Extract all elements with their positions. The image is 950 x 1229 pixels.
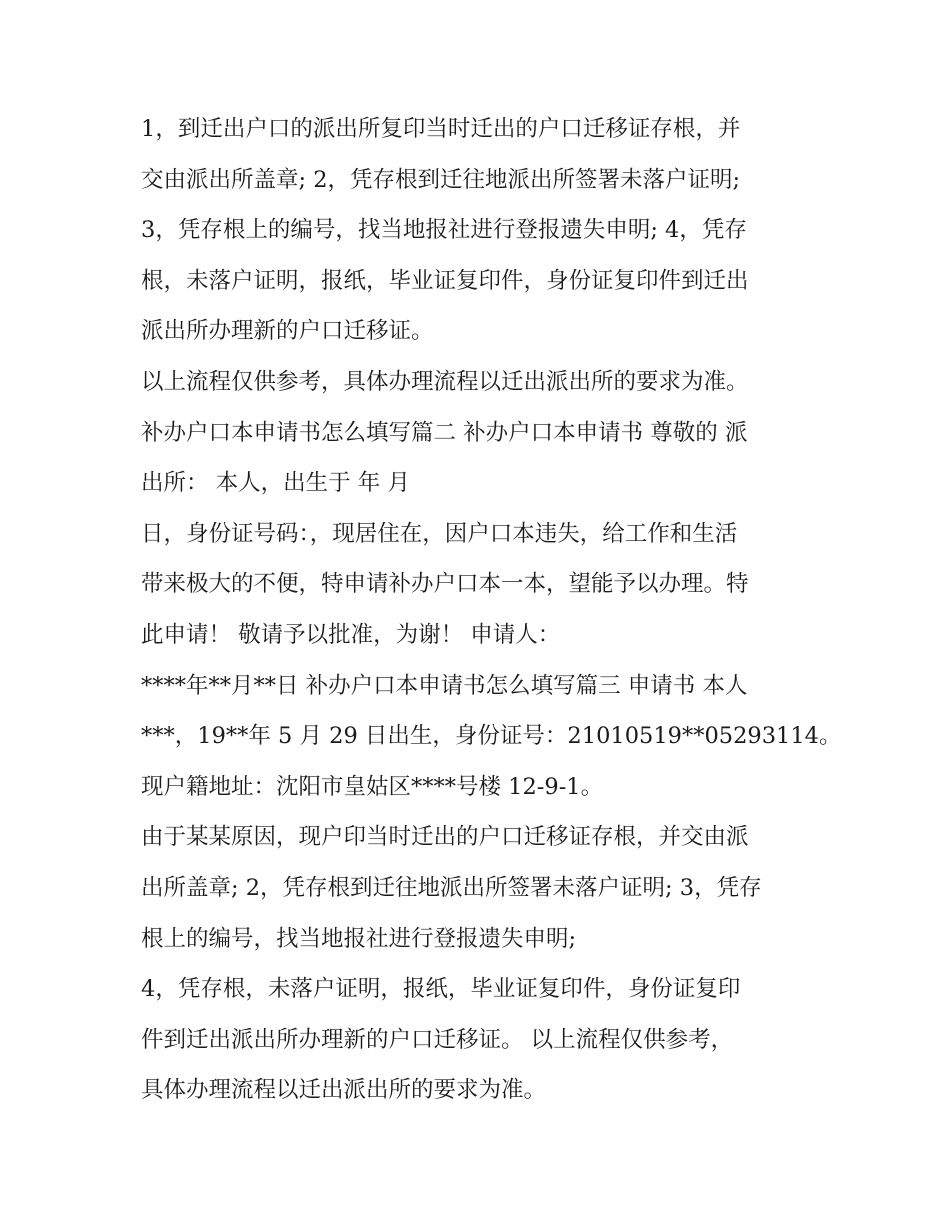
text-line: 4，凭存根，未落户证明，报纸，毕业证复印件，身份证复印 — [141, 976, 741, 1003]
text-line: 由于某某原因，现户印当时迁出的户口迁移证存根，并交由派 — [141, 824, 749, 851]
text-line: ***，19**年 5 月 29 日出生，身份证号：21010519**05293114。 — [141, 723, 842, 750]
text-line: 以上流程仅供参考，具体办理流程以迁出派出所的要求为准。 — [141, 368, 749, 395]
text-line: 根，未落户证明，报纸，毕业证复印件，身份证复印件到迁出 — [141, 267, 749, 294]
text-line: 派出所办理新的户口迁移证。 — [141, 318, 434, 345]
text-line: 现户籍地址：沈阳市皇姑区****号楼 12-9-1。 — [141, 773, 604, 800]
text-line: 交由派出所盖章; 2，凭存根到迁往地派出所签署未落户证明; — [141, 166, 741, 193]
text-line: ****年**月**日 补办户口本申请书怎么填写篇三 申请书 本人 — [141, 672, 748, 699]
text-line: 根上的编号，找当地报社进行登报遗失申明; — [141, 925, 577, 952]
text-line: 件到迁出派出所办理新的户口迁移证。 以上流程仅供参考， — [141, 1026, 734, 1053]
text-line: 具体办理流程以迁出派出所的要求为准。 — [141, 1077, 547, 1104]
text-line: 补办户口本申请书怎么填写篇二 补办户口本申请书 尊敬的 派 — [141, 419, 748, 446]
text-line: 1，到迁出户口的派出所复印当时迁出的户口迁移证存根，并 — [141, 116, 741, 142]
text-line: 日，身份证号码：，现居住在，因户口本违失，给工作和生活 — [141, 520, 738, 547]
text-line: 3，凭存根上的编号，找当地报社进行登报遗失申明; 4，凭存 — [141, 217, 747, 244]
text-line: 出所： 本人，出生于 年 月 — [141, 470, 410, 497]
text-line: 出所盖章; 2，凭存根到迁往地派出所签署未落户证明; 3，凭存 — [141, 874, 762, 901]
document-body — [141, 104, 842, 1116]
text-line: 此申请！ 敬请予以批准，为谢！ 申请人： — [141, 621, 561, 648]
text-line: 带来极大的不便，特申请补办户口本一本，望能予以办理。特 — [141, 571, 749, 598]
